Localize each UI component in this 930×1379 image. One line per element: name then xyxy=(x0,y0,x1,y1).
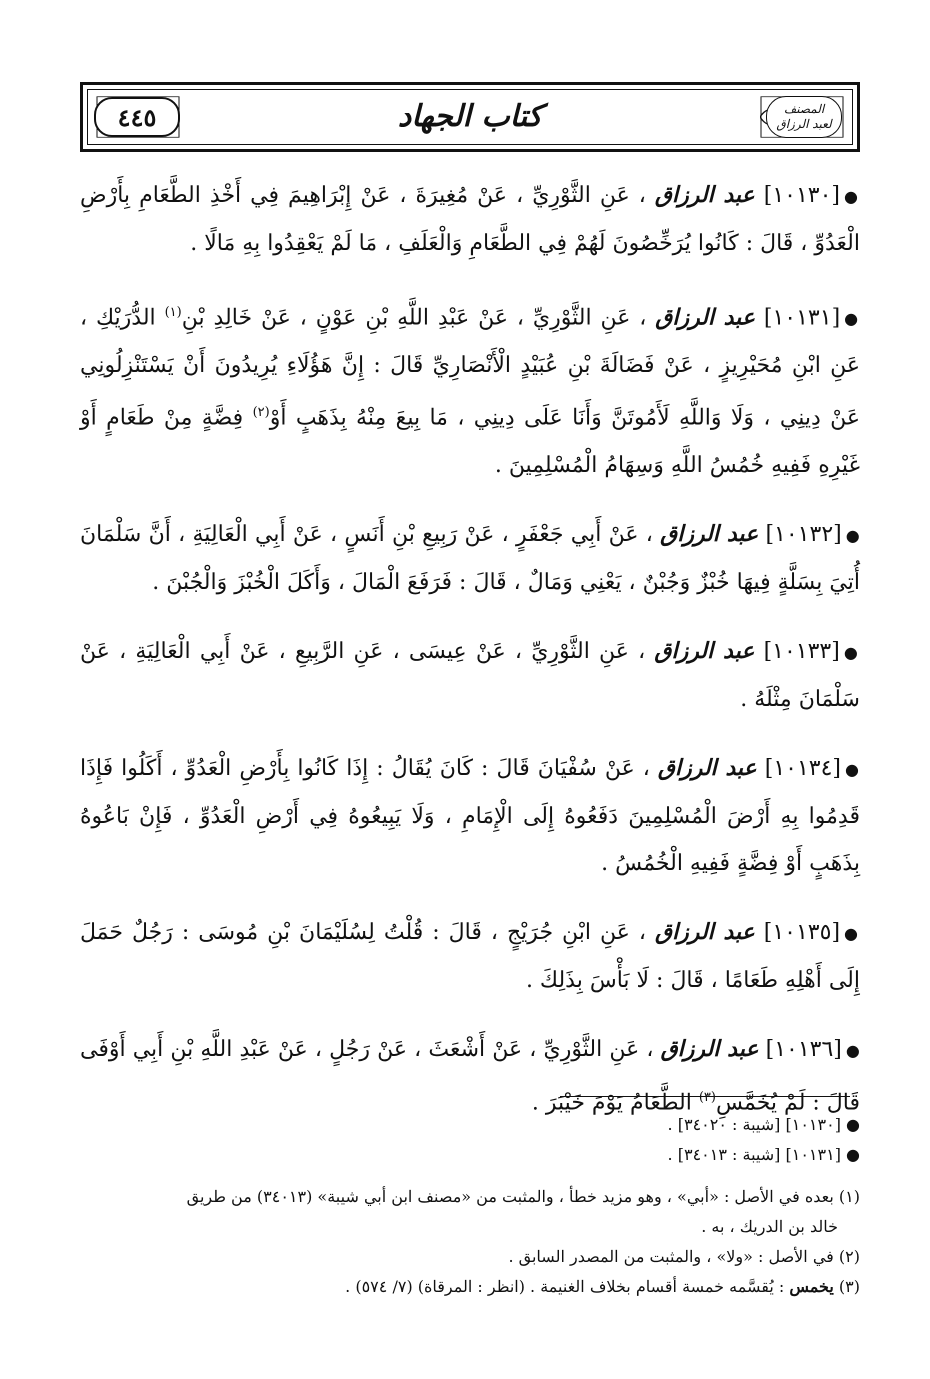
footnote-ref-2[interactable]: (٢) xyxy=(252,405,270,421)
seal-line-1: المصنف xyxy=(783,102,825,116)
bracket-open: [ xyxy=(833,521,842,547)
source-ref-10131 xyxy=(80,1140,860,1170)
hadith-text: ، عَنْ أَبِي جَعْفَرٍ ، عَنْ رَبِيعِ بْنِ أَنَسٍ ، عَنْ أَبِي الْعَالِيَةِ ، أَنَّ سَلْمَانَ أُتِيَ بِسَلَّةٍ فِيهَا خُبْزٌ وَجُبْنٌ ، يَعْنِي وَمَالٌ ، قَالَ : فَرَفَعَ الْمَالَ ، وَأَكَلَ الْخُبْزَ وَالْجُبْنَ . xyxy=(80,521,860,595)
bullet-icon: ● xyxy=(844,923,860,943)
footnote-1 xyxy=(80,1182,860,1212)
bracket-open: [ xyxy=(831,305,841,331)
source-ref-10130 xyxy=(80,1110,860,1140)
hadith-text-part-1: ، عَنِ الثَّوْرِيِّ ، عَنْ عَبْدِ اللَّهِ بْنِ عَوْنٍ ، عَنْ خَالِدِ بْنِ xyxy=(181,305,647,331)
hadith-10135 xyxy=(80,909,860,1004)
bracket-close: ] xyxy=(763,638,773,664)
hadith-number: ١٠١٣١ xyxy=(772,305,832,331)
bracket-open: [ xyxy=(831,183,840,208)
hadith-number: ١٠١٣٦ xyxy=(774,1036,834,1062)
bullet-icon: ● xyxy=(846,1145,860,1164)
footnote-marker: (٣) xyxy=(838,1277,860,1296)
source-ref-text: [١٠١٣١] [شيبة : ٣٤٠١٣] . xyxy=(667,1145,841,1164)
footnote-ref-1[interactable]: (١) xyxy=(164,305,182,320)
hadith-text-part-2: الطَّعَامُ يَوْمَ خَيْبَرَ . xyxy=(531,1089,692,1115)
footnote-ref-3[interactable]: (٣) xyxy=(698,1089,716,1105)
chapter-title: كتاب الجهاد xyxy=(397,98,543,134)
hadith-number: ١٠١٣٤ xyxy=(773,755,833,781)
footnote-text: : يُقسَّمه خمسة أقسام بخلاف الغنيمة . (انظر : المرقاة) (٧/ ٥٧٤) . xyxy=(345,1277,785,1296)
hadith-number: ١٠١٣٠ xyxy=(772,183,832,208)
source-references xyxy=(80,1110,860,1170)
bullet-icon: ● xyxy=(846,1115,860,1134)
hadith-text: ، عَنِ ابْنِ جُرَيْجٍ ، قَالَ : قُلْتُ لِسُلَيْمَانَ بْنِ مُوسَى : رَجُلٌ حَمَلَ إِلَى أَهْلِهِ طَعَامًا ، قَالَ : لَا بَأْسَ بِذَلِكَ . xyxy=(80,919,860,993)
bracket-open: [ xyxy=(831,638,840,664)
hadith-text: ، عَنْ سُفْيَانَ قَالَ : كَانَ يُقَالُ : إِذَا كَانُوا بِأَرْضِ الْعَدُوِّ ، أَكَلُوا فَإِذَا قَدِمُوا بِهِ أَرْضَ الْمُسْلِمِينَ دَفَعُوهُ إِلَى الْإِمَامِ ، وَلَا يَبِيعُوهُ فِي أَرْضِ الْعَدُوِّ ، فَإِنْ بَاعُوهُ بِذَهَبٍ أَوْ فِضَّةٍ فَفِيهِ الْخُمُسُ . xyxy=(80,755,860,876)
hadith-text-part-1: ، عَنِ الثَّوْرِيِّ ، عَنْ أَشْعَثَ ، عَنْ رَجُلٍ ، عَنْ عَبْدِ اللَّهِ بْنِ أَبِي أَوْفَى قَالَ : لَمْ يُخَمَّسِ xyxy=(80,1036,860,1115)
page-number: ٤٤٥ xyxy=(94,97,180,137)
hadith-10131 xyxy=(80,289,860,489)
footnote-2 xyxy=(80,1242,860,1272)
hadith-text-part-3: فِضَّةٍ مِنْ طَعَامٍ أَوْ غَيْرِهِ فَفِيهِ خُمُسُ اللَّهِ وَسِهَامُ الْمُسْلِمِينَ . xyxy=(80,405,860,478)
hadith-text: ، عَنِ الثَّوْرِيِّ ، عَنْ مُغِيرَةَ ، عَنْ إِبْرَاهِيمَ فِي أَخْذِ الطَّعَامِ بِأَرْضِ الْعَدُوِّ ، قَالَ : كَانُوا يُرَخِّصُونَ لَهُمْ فِي الطَّعَامِ وَالْعَلَفِ ، مَا لَمْ يَعْقِدُوا بِهِ مَالًا . xyxy=(80,183,860,256)
narrator-name: عبد الرزاق xyxy=(654,182,755,208)
footnote-keyword: يخمس xyxy=(789,1277,834,1296)
bracket-close: ] xyxy=(764,755,774,781)
footnote-marker: (٢) xyxy=(838,1247,860,1266)
source-ref-text: [١٠١٣٠] [شيبة : ٣٤٠٢٠] . xyxy=(667,1115,841,1134)
bracket-close: ] xyxy=(763,183,773,208)
narrator-name: عبد الرزاق xyxy=(655,304,755,331)
narrator-name: عبد الرزاق xyxy=(654,637,755,664)
hadith-number: ١٠١٣٣ xyxy=(772,638,832,664)
narrator-name: عبد الرزاق xyxy=(655,918,755,945)
hadith-text-part-2: الدُّرَيْكِ ، عَنِ ابْنِ مُحَيْرِيزٍ ، عَنْ فَضَالَةَ بْنِ عُبَيْدٍ الْأَنْصَارِيِّ قَالَ : إِنَّ هَؤُلَاءِ يُرِيدُونَ أَنْ يَسْتَنْزِلُونِي عَنْ دِينِي ، وَلَا وَاللَّهِ لَأَمُوتَنَّ وَأَنَا عَلَى دِينِي ، مَا بِيعَ مِنْهُ بِذَهَبٍ أَوْ xyxy=(80,305,861,431)
header-frame xyxy=(87,89,853,145)
bracket-close: ] xyxy=(763,305,773,331)
bracket-close: ] xyxy=(765,1036,775,1062)
hadith-10132 xyxy=(80,511,860,606)
book-seal xyxy=(766,96,842,138)
bracket-close: ] xyxy=(763,919,773,945)
bullet-icon: ● xyxy=(845,759,861,779)
bullet-icon: ● xyxy=(845,525,860,545)
bullet-icon: ● xyxy=(844,309,861,329)
footnote-marker: (١) xyxy=(838,1187,860,1206)
hadith-number: ١٠١٣٢ xyxy=(774,521,834,547)
footnote-1-continuation: خالد بن الدريك ، به . xyxy=(701,1217,838,1236)
bracket-open: [ xyxy=(831,919,841,945)
hadith-10134 xyxy=(80,745,860,887)
footnote-text: في الأصل : «ولا» ، والمثبت من المصدر السابق . xyxy=(508,1247,834,1266)
bullet-icon: ● xyxy=(844,187,860,206)
bracket-open: [ xyxy=(832,755,842,781)
narrator-name: عبد الرزاق xyxy=(660,520,759,547)
bullet-icon: ● xyxy=(845,1040,860,1060)
narrator-name: عبد الرزاق xyxy=(660,1035,759,1062)
hadith-text: ، عَنِ الثَّوْرِيِّ ، عَنْ عِيسَى ، عَنِ الرَّبِيعِ ، عَنْ أَبِي الْعَالِيَةِ ، عَنْ سَلْمَانَ مِثْلَهُ . xyxy=(80,638,860,712)
hadith-10133 xyxy=(80,628,860,723)
footnote-divider xyxy=(560,1096,850,1097)
page-header xyxy=(80,82,860,152)
footnote-text: بعده في الأصل : «أبي» ، وهو مزيد خطأ ، والمثبت من «مصنف ابن أبي شيبة» (٣٤٠١٣) من طريق xyxy=(186,1187,834,1206)
hadith-list xyxy=(80,172,860,1136)
bracket-close: ] xyxy=(765,521,775,547)
footnotes xyxy=(80,1182,860,1302)
narrator-name: عبد الرزاق xyxy=(657,754,757,781)
seal-line-2: لعبد الرزاق xyxy=(776,117,832,131)
footnote-3 xyxy=(80,1272,860,1302)
hadith-number: ١٠١٣٥ xyxy=(772,919,832,945)
hadith-10130 xyxy=(80,172,860,267)
bracket-open: [ xyxy=(833,1036,842,1062)
bullet-icon: ● xyxy=(843,642,861,662)
